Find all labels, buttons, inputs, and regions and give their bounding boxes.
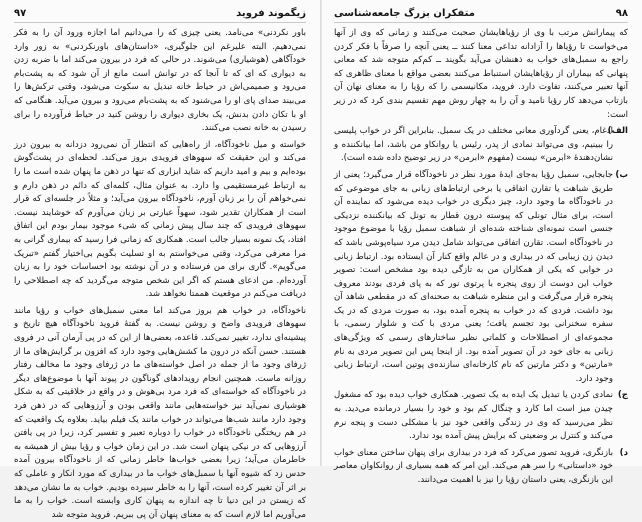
item-label: د) xyxy=(619,447,628,458)
list-item-be xyxy=(334,169,628,387)
body-paragraph: خواسته و میل ناخودآگاه، از راه‌هایی که انتظار آن نمی‌رود دزدانه به بیرون درز می‌کند و این حقیقت که سهوهای فرویدی بروز می‌کند. لحظه‌ای در پشت‌گوش بوده‌ایم و بیم و امید داریم که شاید ابزاری که تنها در ذهن ما پنهان شده است ما را به ارتباط غیرمستقیمی وا دارد. به عنوان مثال، کلمه‌ای که دائم در ذهن دارم و نمی‌خواهم آن را بر زبان آورم، ناخودآگاه بیرون می‌آید؛ و مثلاً در جلسه‌ای که قرار است از همکاران تقدیر شود، سهواً عبارتی بر زبان می‌آورم که خوشایند نیست. سهوهای فرویدی که چند سال پیش زمانی که شیء موجود بیمار بودم این اتفاق افتاد، یک نمونه بسیار جالب است. همکاری که زمانی فرا رسید که بیماری گرانی به مرا معرفی می‌کرد، وقتی می‌خواستم به او تسلیت بگویم بی‌اختیار گفتم «تبریک می‌گویم». گاری برای من فرستاده و در آن نوشته بود احساسات خود را به زبان آورده‌ام. من ادعای هستم که اگر این شخص متوجه می‌گردید که چه اصطلاحی را دریافت می‌کنم در موقعیت هممتا نخواهد شد. xyxy=(14,139,306,300)
list-item-alef xyxy=(334,125,628,166)
item-text: ادغام، یعنی گردآوری معانی مختلف در یک سمبل. بنابراین اگر در خواب پلیسی را ببینیم، وی می‌تواند نمادی از پدر، رئیس یا روانکاو من باشد، اما بیانکننده و نشان‌دهندهٔ «ابرمن» نیست (مفهوم «ابرمن» در زیر توضیح داده شده است). xyxy=(334,126,613,164)
body-paragraph: ناخودآگاه، در خواب هم بروز می‌کند اما معنی سمبل‌های خواب و رؤیا مانند سهوهای فرویدی واضح و روشن نیست. به گفتهٔ فروید ناخودآگاه هیچ تاریخ و پیشینه‌ای ندارد، تغییر نمی‌کند. قاعده، بعضی‌ها از این که در پی آرمان آنی در فروی هستند. حسن آنکه در درون ما کشش‌هایی وجود دارد که افزون بر گرایش‌های ما از ژرفای وجود ما از جمله در اصل خواسته‌های ما در ژرفای وجود ما مخالف رفتار روزانه ماست. همچنین انجام رویدادهای گوناگون در پیوند آنها با موضوع‌های دیگر در ناخودآگاه که خواسته‌ای که فرد مرد بی‌هوش و در واقع در خلاقیتی که به شکل هوشیاری نمی‌آید نیز خواسته‌هایی مانند واقعی بودن و آرزوهایی که در ذهن فرد وجود دارد مانند شب‌ها می‌تواند در خواب مانند یک فیلم بیاید. بعلاوه یک واقعیت که در هم ریختگی ناخودآگاه در خواب را دوباره تعبیر و تفسیر کرد، زیرا در پی یافتن آرزوهایی که در نیکی پنهان است شد. در این زمان خواب و رؤیا بیش از همیشه به خاطرمان می‌آید؛ زیرا بعضی خواب‌ها خاطر زمانی که از ناخودآگاه بیرون آمده حدس زد که شیوه آنها با سمبل‌های خواب ما در بیداری که مورد انکار و عاملی که بر اثر آن تغییر کرده است، آنها را به خاطر سپرده بودیم. خواب به ما نشان می‌دهد که زیستن در این دنیا تا چه اندازه به پنهان کاری وابسته است. خواب را به ما می‌آوریم اما لازم است که به معنای پنهان آن پی ببریم. فروید متوجه شد xyxy=(14,305,306,520)
running-head-left xyxy=(14,6,306,23)
running-head-right xyxy=(334,6,628,23)
running-title-right: متفکران بزرگ جامعه‌شناسی xyxy=(334,8,475,19)
item-label: ج) xyxy=(617,390,628,401)
item-label: الف) xyxy=(607,126,628,137)
running-title-left: زیگموند فروید xyxy=(236,8,306,19)
item-text: بازنگری، فروید تصور می‌کرد که فرد در بیداری برای پنهان ساختن معنای خواب خود «داستانی» را سر هم می‌کند. این امر که همه بسیاری از روانکاوان معاصر این بازنگری، یعنی داستان رؤیا را نیز با اهمیت می‌دانند. xyxy=(334,447,613,485)
item-label: ب) xyxy=(615,169,628,180)
item-text: جابجایی، سمبل رؤیا به‌جای ایدهٔ مورد نظر در ناخودآگاه قرار می‌گیرد؛ یعنی از طریق شباهت یا تقارن اتفاقی یا برخی ارتباط‌های زبانی به جای موضوعی که در ناخودآگاه ما وجود دارد، چیز دیگری در خواب دیده می‌شود که نماینده آن است، برای مثال تونلی که پیوسته درون قطار به تونل که بیانکننده نزدیکی جنسی است نمونه‌ای شناخته شده‌ای از شباهت سمبل رؤیا با موضوع موجود در ناخودآگاه است. تقارن اتفاقی می‌تواند شامل دیدن مرد سیاه‌پوشی باشد که دیدن زن زیبایی که در بیداری و در عالم واقع کنار آن ایستاده بود. ارتباط زبانی در خوابی که یکی از همکاران من به تازگی دیده بود مشخص است: تصویر خواب این دوست از روی پنجره با پرتوی نور که به پای فردی بودند معروف پنجره قرار می‌گرفت و این منظره شباهت به صحنه‌ای که در مقطعی شاهد آن بود داشت. فردی که در خواب به پنجره آمده بود، به صورت مردی که در یک سفره سخنرانی بود تجسم یافت؛ یعنی مردی با کت و شلوار رسمی، با مجموعه‌ای از اصطلاحات و کلماتی نظیر ساختارهای رسمی که ویژگی‌های زبانی به جای خود در آن تصویر آمده بود. از اینجا پس این تصویر مردی به نام «مارتین» و دکتر مارتین که نام کارخانه‌ای سازنده‌ی پوتین است، ارتباط زبانی وجود دارد. xyxy=(334,169,613,384)
right-page xyxy=(320,0,642,485)
list-item-dal xyxy=(334,447,628,488)
list-item-jim xyxy=(334,389,628,443)
left-page xyxy=(0,0,320,520)
body-paragraph: باور نکردنی» می‌نامد. یعنی چیزی که را می‌دانیم اما اجازه ورود آن را به فکر نمی‌دهیم. البته علیرغم این جلوگیری، «داستان‌های باورنکردنی» به زور وارد خودآگاهی (هوشیاری) می‌شوند. در حالی که فرد در بیرون می‌کند اما با ضربه زدن به دیواری که ای که تا آنجا که در توانش است مانع از آن شود که به پشت‌بام می‌رود و صمیمی‌اش در حیاط خانه تبدیل به سکوت می‌شود، وقتی ترکش‌ها را می‌بیند صدای پای او را می‌شنود که به پشت‌بام می‌رود و بیرون می‌آید. هنگامی که او با تکان دادن بدنش، یک بخاری دیواری را روشن کنید در حیاط فرآورده را برای رسیدن به خانه نصب می‌کنند. xyxy=(14,28,306,134)
page-number-right: ۹۸ xyxy=(615,8,628,19)
item-text: نمادی کردن یا تبدیل یک ایده به یک تصویر. همکاری خواب دیده بود که مشغول چیدن میز است اما کارد و چنگال کم بود و خود را بسیار درمانده می‌دید. به نظر می‌رسید که وی در زندگی واقعی خود نیز با مشکلی دست و پنجه نرم می‌کند و کنترل بر وضعیتی که برایش پیش آمده بود ندارد. xyxy=(334,390,613,442)
intro-paragraph: که پیمارانش مرتب با وی از رؤیاهایشان صحبت می‌کنند و زمانی که وی از آنها می‌خواست تا رؤیاها را آزادانه تداعی معنا کنند ــ یعنی آنچه را صرفاً با فکر کردن راجع به سمبل‌های خواب به ذهنشان می‌آید بگویند ــ کم‌کم متوجه شد که معانی پنهانی که بیماران از رؤیاهایشان استنباط می‌کنند بعضی مواقع با معنای ظاهری که آنها تعبیر می‌کنند، تفاوت دارد. فروید، مکانیسمی را که رؤیا را به معنای نهان آن بازتاب می‌دهد کار رؤیا نامید و آن را به چهار روش مهم تقسیم بندی کرد که در زیر است: xyxy=(334,28,628,120)
book-gutter xyxy=(320,0,322,466)
page-number-left: ۹۷ xyxy=(14,8,27,19)
